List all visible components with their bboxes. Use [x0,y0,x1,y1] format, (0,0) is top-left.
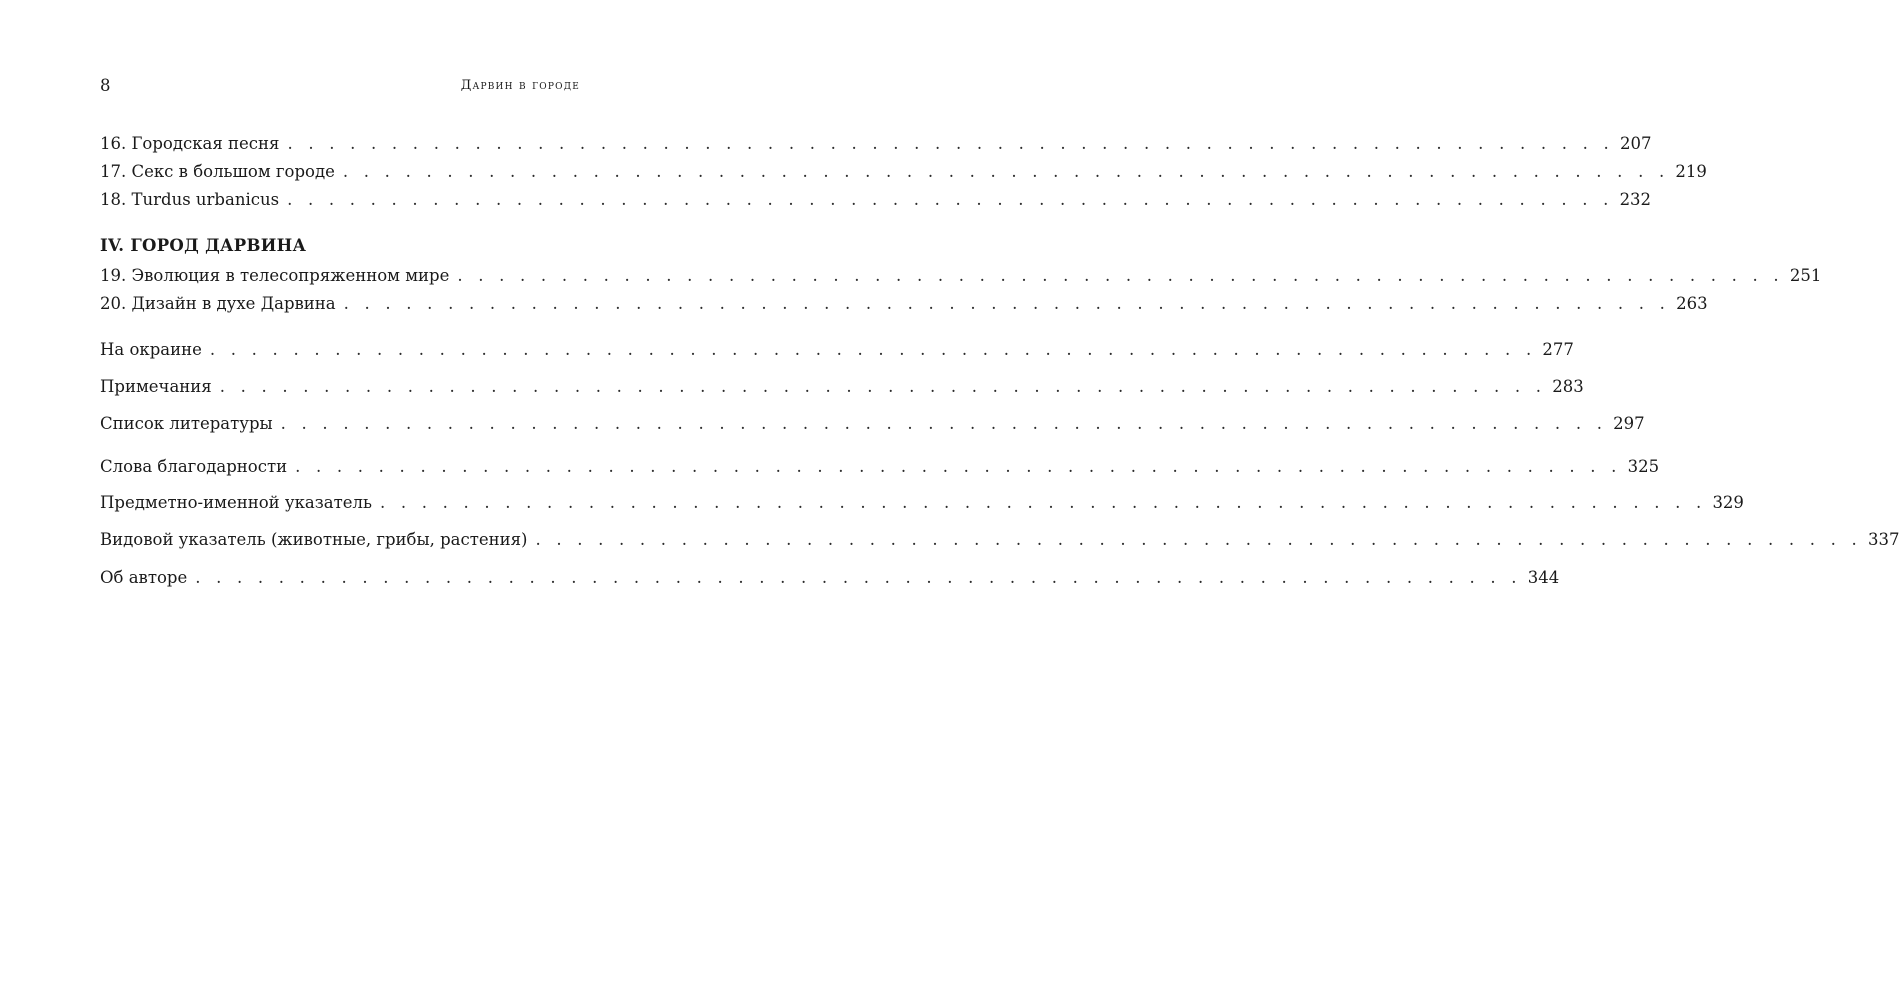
toc-entry-title: Видовой указатель (животные, грибы, растения) [100,530,528,549]
toc-entry [100,338,1574,362]
toc-entry [100,160,1707,184]
toc-leader-dots: . . . . . . . . . . . . . . . . . . . . . . . . . . . . . . . . . . . . . . . . . . . . . . . . . . . . . . . . . . . . . . . . [219,377,1547,396]
toc-leader-dots: . . . . . . . . . . . . . . . . . . . . . . . . . . . . . . . . . . . . . . . . . . . . . . . . . . . . . . . . . . . . . . . . [295,457,1622,476]
toc-entry [100,412,1645,436]
toc-entry [100,132,1652,156]
toc-entry-page: 344 [1527,568,1560,587]
toc-leader-dots: . . . . . . . . . . . . . . . . . . . . . . . . . . . . . . . . . . . . . . . . . . . . . . . . . . . . . . . . . . . . . . . . [280,414,1608,433]
toc-entry-page: 263 [1676,294,1708,313]
toc-entry [100,264,1822,288]
toc-entry-title: Предметно-именной указатель [100,493,372,512]
toc-entry-page: 232 [1619,190,1652,209]
toc-entry [100,292,1708,316]
page-number: 8 [100,76,111,95]
toc-leader-dots: . . . . . . . . . . . . . . . . . . . . . . . . . . . . . . . . . . . . . . . . . . . . . . . . . . . . . . . . . . . . . . . . [287,134,1614,153]
toc-entry-title: 16. Городская песня [100,134,280,153]
toc-entry-title: Список литературы [100,414,273,433]
running-head: Дарвин в городе [460,78,580,93]
toc-entry-page: 207 [1619,134,1652,153]
toc-entry-page: 337 [1867,530,1899,549]
toc-entry-page: 325 [1627,457,1660,476]
toc-leader-dots: . . . . . . . . . . . . . . . . . . . . . . . . . . . . . . . . . . . . . . . . . . . . . . . . . . . . . . . . . . . . . . . . [379,493,1707,512]
toc-entry-title: Об авторе [100,568,188,587]
toc-entry-title: Слова благодарности [100,457,288,476]
toc-leader-dots: . . . . . . . . . . . . . . . . . . . . . . . . . . . . . . . . . . . . . . . . . . . . . . . . . . . . . . . . . . . . . . . . [195,568,1522,587]
toc-entry-title: 20. Дизайн в духе Дарвина [100,294,336,313]
toc-leader-dots: . . . . . . . . . . . . . . . . . . . . . . . . . . . . . . . . . . . . . . . . . . . . . . . . . . . . . . . . . . . . . . . . [457,266,1784,285]
toc-entry-title: Примечания [100,377,212,396]
toc-leader-dots: . . . . . . . . . . . . . . . . . . . . . . . . . . . . . . . . . . . . . . . . . . . . . . . . . . . . . . . . . . . . . . . . [287,190,1614,209]
toc-entry [100,188,1652,212]
toc-entry-page: 251 [1789,266,1822,285]
toc-entry [100,528,1899,552]
toc-entry-title: 18. Turdus urbanicus [100,190,280,209]
toc-entry-page: 283 [1552,377,1584,396]
toc-entry [100,566,1560,590]
toc-entry-page: 329 [1712,493,1744,512]
part-heading: IV. ГОРОД ДАРВИНА [100,236,307,255]
toc-leader-dots: . . . . . . . . . . . . . . . . . . . . . . . . . . . . . . . . . . . . . . . . . . . . . . . . . . . . . . . . . . . . . . . . [343,294,1671,313]
toc-entry-title: На окраине [100,340,202,359]
toc-entry [100,491,1744,515]
toc-entry-page: 277 [1542,340,1574,359]
toc-entry-page: 297 [1613,414,1645,433]
toc-entry-title: 17. Секс в большом городе [100,162,335,181]
toc-entry-page: 219 [1675,162,1707,181]
toc-leader-dots: . . . . . . . . . . . . . . . . . . . . . . . . . . . . . . . . . . . . . . . . . . . . . . . . . . . . . . . . . . . . . . . . [535,530,1862,549]
toc-entry [100,455,1660,479]
toc-entry [100,375,1584,399]
toc-leader-dots: . . . . . . . . . . . . . . . . . . . . . . . . . . . . . . . . . . . . . . . . . . . . . . . . . . . . . . . . . . . . . . . . [209,340,1537,359]
toc-entry-title: 19. Эволюция в телесопряженном мире [100,266,450,285]
toc-leader-dots: . . . . . . . . . . . . . . . . . . . . . . . . . . . . . . . . . . . . . . . . . . . . . . . . . . . . . . . . . . . . . . . . [342,162,1670,181]
